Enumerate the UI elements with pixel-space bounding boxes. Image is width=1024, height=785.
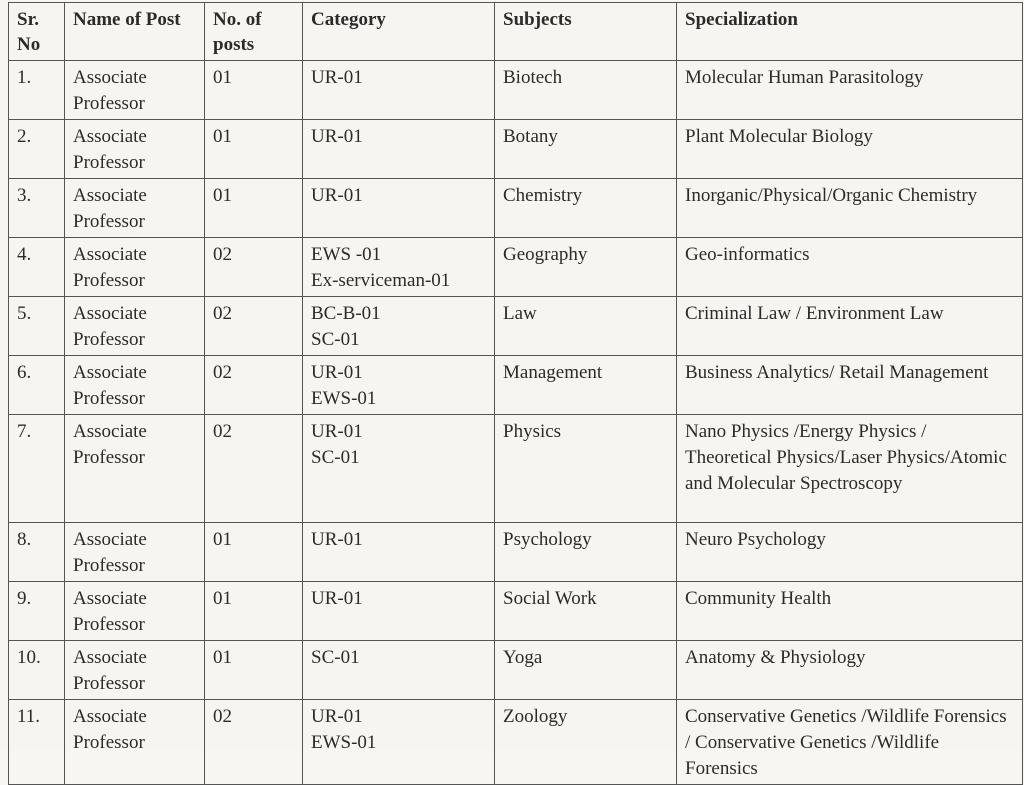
cell-category bbox=[303, 415, 495, 523]
cell-specialization: Community Health bbox=[677, 582, 1023, 641]
cell-sr-no: 1. bbox=[9, 61, 65, 120]
header-specialization: Specialization bbox=[677, 3, 1023, 61]
cell-specialization: Molecular Human Parasitology bbox=[677, 61, 1023, 120]
cell-name-of-post: Associate Professor bbox=[65, 641, 205, 700]
cell-name-of-post: Associate Professor bbox=[65, 297, 205, 356]
category-entry: UR-01 bbox=[311, 67, 363, 88]
cell-specialization: Criminal Law / Environment Law bbox=[677, 297, 1023, 356]
category-entry: UR-01 bbox=[311, 362, 363, 383]
cell-sr-no: 9. bbox=[9, 582, 65, 641]
table-row bbox=[9, 641, 1023, 700]
cell-sr-no: 3. bbox=[9, 179, 65, 238]
category-entry: UR-01 bbox=[311, 529, 363, 550]
cell-specialization: Inorganic/Physical/Organic Chemistry bbox=[677, 179, 1023, 238]
category-entry: SC-01 bbox=[311, 329, 360, 350]
cell-specialization: Neuro Psychology bbox=[677, 523, 1023, 582]
cell-category bbox=[303, 120, 495, 179]
table-header-row bbox=[9, 3, 1023, 61]
posts-table bbox=[8, 2, 1023, 785]
header-no-of-posts: No. of posts bbox=[205, 3, 303, 61]
cell-subject: Zoology bbox=[495, 700, 677, 785]
cell-name-of-post: Associate Professor bbox=[65, 523, 205, 582]
cell-specialization: Geo-informatics bbox=[677, 238, 1023, 297]
category-entry: EWS -01 bbox=[311, 244, 382, 265]
table-row bbox=[9, 700, 1023, 785]
cell-subject: Physics bbox=[495, 415, 677, 523]
category-entry: UR-01 bbox=[311, 126, 363, 147]
cell-no-of-posts: 01 bbox=[205, 641, 303, 700]
cell-specialization: Conservative Genetics /Wildlife Forensics / Conservative Genetics /Wildlife Forensics bbox=[677, 700, 1023, 785]
cell-specialization: Business Analytics/ Retail Management bbox=[677, 356, 1023, 415]
table-row bbox=[9, 61, 1023, 120]
cell-category bbox=[303, 641, 495, 700]
cell-category bbox=[303, 297, 495, 356]
table-row bbox=[9, 523, 1023, 582]
table-row bbox=[9, 238, 1023, 297]
category-entry: Ex-serviceman-01 bbox=[311, 270, 451, 291]
cell-subject: Law bbox=[495, 297, 677, 356]
cell-subject: Geography bbox=[495, 238, 677, 297]
cell-name-of-post: Associate Professor bbox=[65, 415, 205, 523]
cell-sr-no: 2. bbox=[9, 120, 65, 179]
category-entry: UR-01 bbox=[311, 588, 363, 609]
cell-category bbox=[303, 582, 495, 641]
cell-sr-no: 11. bbox=[9, 700, 65, 785]
cell-no-of-posts: 01 bbox=[205, 61, 303, 120]
category-entry: SC-01 bbox=[311, 647, 360, 668]
header-subjects: Subjects bbox=[495, 3, 677, 61]
category-entry: UR-01 bbox=[311, 706, 363, 727]
cell-no-of-posts: 01 bbox=[205, 179, 303, 238]
cell-specialization: Nano Physics /Energy Physics / Theoretical Physics/Laser Physics/Atomic and Molecular Spectroscopy bbox=[677, 415, 1023, 523]
header-sr-no: Sr. No bbox=[9, 3, 65, 61]
cell-name-of-post: Associate Professor bbox=[65, 179, 205, 238]
cell-subject: Social Work bbox=[495, 582, 677, 641]
header-name-of-post: Name of Post bbox=[65, 3, 205, 61]
cell-name-of-post: Associate Professor bbox=[65, 582, 205, 641]
cell-subject: Yoga bbox=[495, 641, 677, 700]
header-category: Category bbox=[303, 3, 495, 61]
cell-sr-no: 8. bbox=[9, 523, 65, 582]
cell-subject: Chemistry bbox=[495, 179, 677, 238]
cell-no-of-posts: 01 bbox=[205, 523, 303, 582]
cell-category bbox=[303, 238, 495, 297]
cell-no-of-posts: 01 bbox=[205, 120, 303, 179]
cell-subject: Psychology bbox=[495, 523, 677, 582]
cell-no-of-posts: 02 bbox=[205, 415, 303, 523]
cell-category bbox=[303, 700, 495, 785]
cell-sr-no: 6. bbox=[9, 356, 65, 415]
cell-no-of-posts: 02 bbox=[205, 356, 303, 415]
cell-specialization: Plant Molecular Biology bbox=[677, 120, 1023, 179]
category-entry: EWS-01 bbox=[311, 732, 377, 753]
category-entry: UR-01 bbox=[311, 421, 363, 442]
cell-subject: Management bbox=[495, 356, 677, 415]
table-row bbox=[9, 356, 1023, 415]
category-entry: BC-B-01 bbox=[311, 303, 381, 324]
cell-sr-no: 7. bbox=[9, 415, 65, 523]
cell-specialization: Anatomy & Physiology bbox=[677, 641, 1023, 700]
cell-subject: Botany bbox=[495, 120, 677, 179]
cell-no-of-posts: 02 bbox=[205, 700, 303, 785]
cell-name-of-post: Associate Professor bbox=[65, 61, 205, 120]
table-row bbox=[9, 179, 1023, 238]
cell-name-of-post: Associate Professor bbox=[65, 238, 205, 297]
table-row bbox=[9, 297, 1023, 356]
table-row bbox=[9, 120, 1023, 179]
cell-name-of-post: Associate Professor bbox=[65, 356, 205, 415]
cell-subject: Biotech bbox=[495, 61, 677, 120]
category-entry: UR-01 bbox=[311, 185, 363, 206]
cell-no-of-posts: 02 bbox=[205, 238, 303, 297]
cell-sr-no: 5. bbox=[9, 297, 65, 356]
category-entry: EWS-01 bbox=[311, 388, 377, 409]
cell-sr-no: 4. bbox=[9, 238, 65, 297]
cell-category bbox=[303, 523, 495, 582]
cell-category bbox=[303, 61, 495, 120]
category-entry: SC-01 bbox=[311, 447, 360, 468]
cell-no-of-posts: 02 bbox=[205, 297, 303, 356]
cell-name-of-post: Associate Professor bbox=[65, 120, 205, 179]
table-row bbox=[9, 415, 1023, 523]
cell-name-of-post: Associate Professor bbox=[65, 700, 205, 785]
cell-no-of-posts: 01 bbox=[205, 582, 303, 641]
table-row bbox=[9, 582, 1023, 641]
cell-sr-no: 10. bbox=[9, 641, 65, 700]
cell-category bbox=[303, 179, 495, 238]
cell-category bbox=[303, 356, 495, 415]
